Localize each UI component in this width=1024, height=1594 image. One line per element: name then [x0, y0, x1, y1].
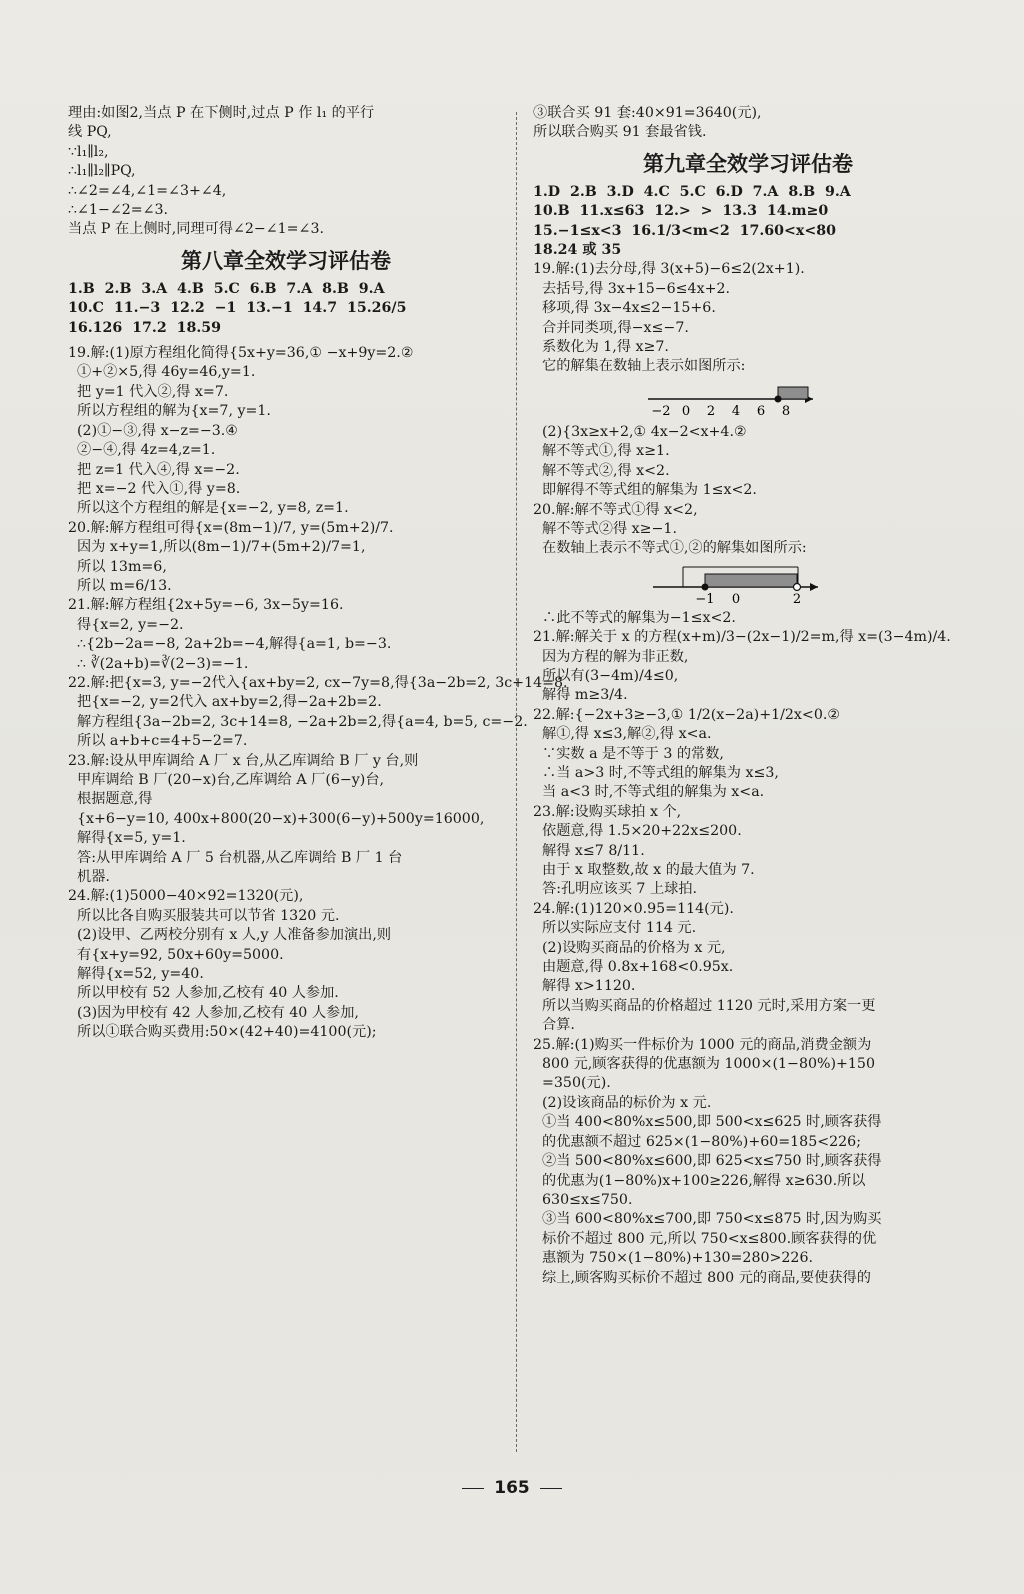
tick-label: −2 — [651, 403, 671, 419]
solution-line: ∵实数 a 是不等于 3 的常数, — [533, 745, 724, 762]
solution-line: 惠额为 750×(1−80%)+130=280>226. — [533, 1250, 813, 1267]
solution-line: (2)①−③,得 x−z=−3.④ — [68, 422, 238, 439]
answer-line: 16.126 17.2 18.59 — [68, 319, 222, 336]
solution-line: 解得 x≤7 8/11. — [533, 842, 645, 859]
tick-label: 2 — [792, 591, 802, 605]
solution-line: 解不等式②得 x≥−1. — [533, 520, 677, 537]
solution-line: ∴{2b−2a=−8, 2a+2b=−4,解得{a=1, b=−3. — [68, 636, 392, 653]
solution-line: ②−④,得 4z=4,z=1. — [68, 442, 216, 459]
solution-line: 系数化为 1,得 x≥7. — [533, 339, 669, 356]
text-line: ∴∠1−∠2=∠3. — [68, 202, 169, 219]
solution-line: 21.解:解方程组{2x+5y=−6, 3x−5y=16. — [68, 597, 344, 614]
solution-line: 21.解:解关于 x 的方程(x+m)/3−(2x−1)/2=m,得 x=(3−4m)/4. — [533, 629, 951, 646]
solution-line: 所以实际应支付 114 元. — [533, 920, 697, 937]
tick-label: 4 — [731, 403, 741, 419]
solution-line: 的优惠额不超过 625×(1−80%)+60=185<226; — [533, 1133, 861, 1150]
solution-line: 合并同类项,得−x≤−7. — [533, 319, 689, 336]
solution-line: 去括号,得 3x+15−6≤4x+2. — [533, 280, 731, 297]
answer-line: 1.D 2.B 3.D 4.C 5.C 6.D 7.A 8.B 9.A — [533, 183, 851, 200]
solution-line: 所以 13m=6, — [68, 558, 167, 575]
tick-label: 2 — [706, 403, 716, 419]
right-column — [533, 104, 963, 1288]
page-number: 165 — [494, 1478, 530, 1498]
text-line: ∴l₁∥l₂∥PQ, — [68, 163, 136, 180]
tick-label: −1 — [695, 591, 715, 605]
solution-line: 把 z=1 代入④,得 x=−2. — [68, 461, 240, 478]
solution-line: 即解得不等式组的解集为 1≤x<2. — [533, 482, 757, 499]
solution-line: 根据题意,得 — [68, 791, 153, 808]
open-endpoint — [794, 583, 801, 590]
solution-line: 解得 x>1120. — [533, 978, 636, 995]
solution-line: 24.解:(1)5000−40×92=1320(元), — [68, 888, 304, 905]
solution-line: 解不等式①,得 x≥1. — [533, 443, 670, 460]
solution-line: ①+②×5,得 46y=46,y=1. — [68, 364, 256, 381]
solution-line: (2){3x≥x+2,① 4x−2<x+4.② — [533, 423, 747, 440]
solution-line: 答:从甲库调给 A 厂 5 台机器,从乙库调给 B 厂 1 台 — [68, 849, 403, 866]
solution-line: 因为 x+y=1,所以(8m−1)/7+(5m+2)/7=1, — [68, 539, 366, 556]
solution-line: ∴ ∛(2a+b)=∛(2−3)=−1. — [68, 655, 249, 672]
solution-line: 依题意,得 1.5×20+22x≤200. — [533, 823, 742, 840]
solution-line: 630≤x≤750. — [533, 1191, 633, 1208]
tick-label: 8 — [781, 403, 791, 419]
column-divider — [516, 112, 517, 1452]
solution-line: ③当 600<80%x≤700,即 750<x≤875 时,因为购买 — [533, 1211, 882, 1228]
section-heading: 第九章全效学习评估卷 — [643, 151, 853, 176]
solution-line: 有{x+y=92, 50x+60y=5000. — [68, 946, 284, 963]
text-line: ∴∠2=∠4,∠1=∠3+∠4, — [68, 182, 227, 199]
solution-line: ①当 400<80%x≤500,即 500<x≤625 时,顾客获得 — [533, 1114, 882, 1131]
solution-line: 19.解:(1)原方程组化简得{5x+y=36,① −x+9y=2.② — [68, 345, 414, 362]
solution-line: 得{x=2, y=−2. — [68, 616, 184, 633]
solution-line: 20.解:解方程组可得{x=(8m−1)/7, y=(5m+2)/7. — [68, 519, 394, 536]
tick-label: 0 — [731, 591, 741, 605]
solution-line: 的优惠为(1−80%)x+100≥226,解得 x≥630.所以 — [533, 1172, 866, 1189]
solution-line: 解得{x=5, y=1. — [68, 830, 186, 847]
solution-line: 因为方程的解为非正数, — [533, 648, 689, 665]
solution-line: 把 x=−2 代入①,得 y=8. — [68, 480, 241, 497]
number-line-1 — [533, 381, 963, 419]
solution-line: (3)因为甲校有 42 人参加,乙校有 40 人参加, — [68, 1004, 359, 1021]
solution-line: 综上,顾客购买标价不超过 800 元的商品,要使获得的 — [533, 1269, 871, 1286]
text-line: ③联合买 91 套:40×91=3640(元), — [533, 105, 762, 121]
solution-line: 标价不超过 800 元,所以 750<x≤800.顾客获得的优 — [533, 1230, 877, 1247]
solution-line: 由于 x 取整数,故 x 的最大值为 7. — [533, 862, 755, 878]
solution-line: 22.解:{−2x+3≥−3,① 1/2(x−2a)+1/2x<0.② — [533, 706, 841, 723]
solution-shaded-region — [778, 387, 808, 399]
solution-line: 所以当购买商品的价格超过 1120 元时,采用方案一更 — [533, 997, 876, 1014]
solution-line: 在数轴上表示不等式①,②的解集如图所示: — [533, 540, 807, 557]
solution-line: 它的解集在数轴上表示如图所示: — [533, 358, 746, 375]
solution-line: 所以 a+b+c=4+5−2=7. — [68, 733, 248, 750]
text-line: 线 PQ, — [68, 124, 112, 141]
text-line: 所以联合购买 91 套最省钱. — [533, 124, 707, 141]
solution-line: 甲库调给 B 厂(20−x)台,乙库调给 A 厂(6−y)台, — [68, 772, 385, 788]
solution-line: 解①,得 x≤3,解②,得 x<a. — [533, 726, 712, 743]
solution-line: 把 y=1 代入②,得 x=7. — [68, 383, 229, 400]
solution-line: ②当 500<80%x≤600,即 625<x≤750 时,顾客获得 — [533, 1153, 882, 1170]
solution-line: 800 元,顾客获得的优惠额为 1000×(1−80%)+150 — [533, 1056, 875, 1073]
solution-line: 所以有(3−4m)/4≤0, — [533, 667, 679, 684]
footer-dash-left — [462, 1488, 484, 1489]
solution-line: 解得{x=52, y=40. — [68, 966, 204, 983]
solution-line: {x+6−y=10, 400x+800(20−x)+300(6−y)+500y=16000, — [68, 810, 485, 827]
solution-line: ∴当 a>3 时,不等式组的解集为 x≤3, — [533, 764, 779, 781]
solution-line: 23.解:设购买球拍 x 个, — [533, 803, 682, 820]
solution-line: 19.解:(1)去分母,得 3(x+5)−6≤2(2x+1). — [533, 261, 805, 278]
closed-endpoint — [702, 583, 709, 590]
solution-line: 答:孔明应该买 7 上球拍. — [533, 881, 698, 898]
solution-line: 移项,得 3x−4x≤2−15+6. — [533, 300, 716, 317]
closed-endpoint — [775, 395, 782, 402]
solution-line: 25.解:(1)购买一件标价为 1000 元的商品,消费金额为 — [533, 1036, 872, 1053]
tick-label: 0 — [681, 403, 691, 419]
solution-line: ∴此不等式的解集为−1≤x<2. — [533, 609, 736, 626]
solution-line: 22.解:把{x=3, y=−2代入{ax+by=2, cx−7y=8,得{3a−2b=2, 3c+14=8. — [68, 674, 568, 691]
solution-line: 当 a<3 时,不等式组的解集为 x<a. — [533, 784, 765, 801]
solution-line: 所以 m=6/13. — [68, 577, 172, 594]
answer-line: 10.B 11.x≤63 12.> > 13.3 14.m≥0 — [533, 203, 829, 220]
page-footer — [0, 1478, 1024, 1498]
solution-line: 解得 m≥3/4. — [533, 687, 628, 704]
axis-arrow — [810, 583, 818, 591]
answer-line: 18.24 或 35 — [533, 242, 622, 259]
solution-line: =350(元). — [533, 1075, 611, 1092]
number-line-2 — [533, 563, 963, 605]
text-line: 理由:如图2,当点 P 在下侧时,过点 P 作 l₁ 的平行 — [68, 105, 375, 121]
solution-line: (2)设甲、乙两校分别有 x 人,y 人准备参加演出,则 — [68, 927, 392, 944]
solution-line: 由题意,得 0.8x+168<0.95x. — [533, 959, 734, 976]
solution-line: 解不等式②,得 x<2. — [533, 462, 670, 479]
tick-label: 6 — [756, 403, 766, 419]
text-line: ∵l₁∥l₂, — [68, 143, 109, 160]
solution-line: 解方程组{3a−2b=2, 3c+14=8, −2a+2b=2,得{a=4, b=5, c=−2. — [68, 713, 528, 730]
solution-line: 23.解:设从甲库调给 A 厂 x 台,从乙库调给 B 厂 y 台,则 — [68, 752, 419, 769]
answer-line: 10.C 11.−3 12.2 −1 13.−1 14.7 15.26/5 — [68, 300, 407, 317]
solution-line: (2)设该商品的标价为 x 元. — [533, 1094, 712, 1111]
solution-line: 所以方程组的解为{x=7, y=1. — [68, 403, 271, 420]
solution-line: 20.解:解不等式①得 x<2, — [533, 501, 698, 518]
solution-shaded-region — [705, 574, 797, 587]
text-line: 当点 P 在上侧时,同理可得∠2−∠1=∠3. — [68, 221, 324, 238]
solution-line: 所以甲校有 52 人参加,乙校有 40 人参加. — [68, 985, 339, 1002]
section-heading: 第八章全效学习评估卷 — [181, 248, 391, 273]
solution-line: 24.解:(1)120×0.95=114(元). — [533, 900, 734, 917]
solution-line: (2)设购买商品的价格为 x 元, — [533, 939, 726, 956]
solution-line: 所以这个方程组的解是{x=−2, y=8, z=1. — [68, 500, 349, 517]
answer-line: 15.−1≤x<3 16.1/3<m<2 17.60<x<80 — [533, 222, 836, 239]
solution-line: 合算. — [533, 1017, 575, 1034]
footer-dash-right — [540, 1488, 562, 1489]
solution-line: 机器. — [68, 869, 110, 886]
solution-line: 把{x=−2, y=2代入 ax+by=2,得−2a+2b=2. — [68, 694, 382, 711]
solution-line: 所以①联合购买费用:50×(42+40)=4100(元); — [68, 1024, 377, 1041]
solution-line: 所以比各自购买服装共可以节省 1320 元. — [68, 907, 340, 924]
answer-line: 1.B 2.B 3.A 4.B 5.C 6.B 7.A 8.B 9.A — [68, 280, 385, 297]
